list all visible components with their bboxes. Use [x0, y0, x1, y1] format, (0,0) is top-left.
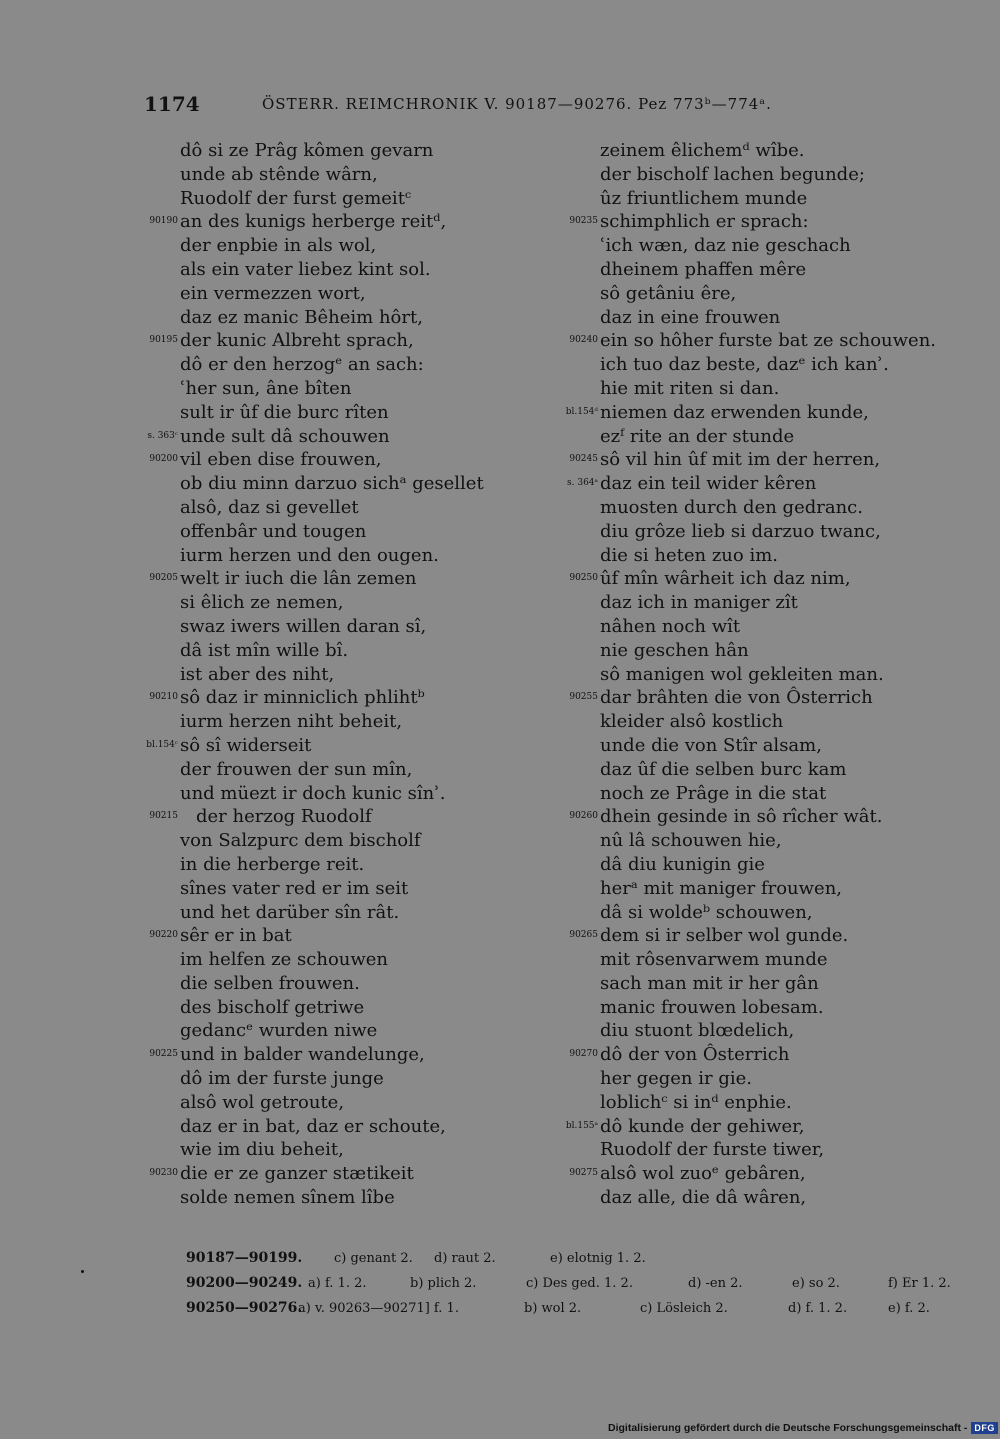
line-marker: 90195 [149, 335, 178, 346]
note-item: e) f. 2. [888, 1301, 930, 1316]
verse-text: offenbâr und tougen [180, 520, 367, 542]
verse-text: ein vermezzen wort, [180, 282, 366, 304]
verse-line [560, 544, 960, 568]
verse-line [560, 758, 960, 782]
verse-line [560, 1019, 960, 1043]
verse-text: nâhen noch wît [600, 615, 741, 637]
verse-text: schimphlich er sprach: [600, 211, 809, 233]
verse-text: an des kunigs herberge reitᵈ, [180, 211, 447, 233]
line-marker: bl.154ᶜ [146, 739, 178, 750]
verse-line [140, 615, 520, 639]
verse-text: als ein vater liebez kint sol. [180, 258, 431, 280]
note-item: a) v. 90263—90271] f. 1. [298, 1301, 459, 1316]
line-marker: 90235 [569, 216, 598, 227]
verse-line [560, 329, 960, 353]
verse-line [560, 472, 960, 496]
verse-text: diu grôze lieb si darzuo twanc, [600, 520, 881, 542]
page-header [144, 92, 844, 122]
verse-text: dheinem phaffen mêre [600, 258, 807, 280]
line-marker: 90255 [569, 692, 598, 703]
verse-text: sô vil hin ûf mit im der herren, [600, 449, 881, 471]
verse-line [140, 187, 520, 211]
verse-text: der kunic Albreht sprach, [180, 330, 414, 352]
verse-text: gedancᵉ wurden niwe [180, 1020, 378, 1042]
verse-line [560, 663, 960, 687]
line-marker: bl.155ᵃ [565, 1120, 598, 1131]
verse-line [560, 1067, 960, 1091]
verse-text: und müezt ir doch kunic sînʾ. [180, 782, 446, 804]
verse-text: die si heten zuo im. [600, 544, 778, 566]
line-marker: 90210 [149, 692, 178, 703]
verse-line [140, 639, 520, 663]
verse-text: hie mit riten si dan. [600, 377, 780, 399]
verse-text: dô im der furste junge [180, 1068, 384, 1090]
verse-line [560, 187, 960, 211]
running-title: ÖSTERR. REIMCHRONIK V. 90187—90276. Pez 773ᵇ—774ᵃ. [262, 95, 772, 113]
verse-line [560, 567, 960, 591]
verse-line [140, 1186, 520, 1210]
verse-text: zeinem êlichemᵈ wîbe. [600, 140, 805, 161]
verse-line [560, 591, 960, 615]
verse-line [140, 734, 520, 758]
right-verse-column [560, 139, 960, 1210]
note-item: d) f. 1. 2. [788, 1301, 848, 1316]
verse-text: dar brâhten die von Ôsterrich [600, 687, 873, 709]
verse-text: manic frouwen lobesam. [600, 996, 824, 1018]
verse-line [560, 306, 960, 330]
verse-line [140, 306, 520, 330]
verse-text: sô getâniu êre, [600, 282, 737, 304]
verse-line [560, 853, 960, 877]
verse-text: si êlich ze nemen, [180, 592, 344, 614]
verse-line [560, 996, 960, 1020]
line-marker: 90245 [569, 454, 598, 465]
verse-line [560, 234, 960, 258]
verse-text: kleider alsô kostlich [600, 711, 784, 733]
verse-line [560, 377, 960, 401]
verse-text: ein so hôher furste bat ze schouwen. [600, 330, 937, 352]
verse-line [140, 1138, 520, 1162]
verse-text: solde nemen sînem lîbe [180, 1187, 395, 1209]
verse-line [140, 163, 520, 187]
verse-line [560, 639, 960, 663]
line-marker: 90265 [569, 930, 598, 941]
verse-line [560, 163, 960, 187]
verse-text: sô manigen wol gekleiten man. [600, 663, 884, 685]
verse-line [140, 853, 520, 877]
verse-text: dâ si woldeᵇ schouwen, [600, 901, 813, 923]
verse-line [560, 520, 960, 544]
verse-text: loblichᶜ si inᵈ enphie. [600, 1091, 792, 1113]
verse-line [560, 829, 960, 853]
verse-line [140, 377, 520, 401]
verse-text: iurm herzen und den ougen. [180, 544, 439, 566]
verse-text: daz alle, die dâ wâren, [600, 1187, 807, 1209]
verse-text: noch ze Prâge in die stat [600, 782, 827, 804]
verse-text: dâ diu kunigin gie [600, 853, 765, 875]
verse-line [140, 544, 520, 568]
line-marker: 90275 [569, 1168, 598, 1179]
verse-text: alsô wol getroute, [180, 1091, 345, 1113]
verse-text: ich tuo daz beste, dazᵉ ich kanʾ. [600, 354, 889, 376]
line-marker: 90200 [149, 454, 178, 465]
verse-text: ob diu minn darzuo sichᵃ gesellet [180, 473, 484, 495]
verse-text: ûz friuntlichem munde [600, 187, 808, 209]
verse-line [140, 1091, 520, 1115]
line-marker: bl.154ᵈ [565, 406, 598, 417]
verse-line [560, 948, 960, 972]
verse-text: iurm herzen niht beheit, [180, 711, 403, 733]
note-item: b) wol 2. [524, 1301, 582, 1316]
margin-dot [81, 1270, 84, 1273]
line-marker: s. 364ᵃ [567, 478, 598, 489]
verse-line [560, 877, 960, 901]
note-item: e) elotnig 1. 2. [550, 1251, 646, 1266]
note-item: e) so 2. [792, 1276, 840, 1291]
verse-line [560, 1043, 960, 1067]
note-row [186, 1271, 966, 1296]
verse-line [560, 1138, 960, 1162]
verse-line [560, 139, 960, 163]
verse-text: Ruodolf der furste tiwer, [600, 1139, 825, 1161]
note-range: 90250—90276. [186, 1300, 303, 1316]
verse-line [140, 877, 520, 901]
verse-text: sêr er in bat [180, 925, 292, 947]
verse-line [140, 520, 520, 544]
verse-line [140, 496, 520, 520]
verse-text: alsô wol zuoᵉ gebâren, [600, 1163, 806, 1185]
note-item: d) raut 2. [434, 1251, 496, 1266]
line-marker: 90215 [149, 811, 178, 822]
note-item: c) genant 2. [334, 1251, 413, 1266]
verse-text: ʿher sun, âne bîten [180, 377, 352, 399]
verse-line [560, 210, 960, 234]
verse-line [140, 567, 520, 591]
verse-text: ʿich wæn, daz nie geschach [600, 235, 851, 257]
verse-line [560, 425, 960, 449]
verse-line [140, 1019, 520, 1043]
verse-line [560, 258, 960, 282]
verse-line [140, 139, 520, 163]
verse-text: dhein gesinde in sô rîcher wât. [600, 806, 883, 828]
verse-line [140, 829, 520, 853]
verse-line [560, 353, 960, 377]
verse-line [140, 901, 520, 925]
verse-text: swaz iwers willen daran sî, [180, 615, 427, 637]
verse-text: her gegen ir gie. [600, 1068, 752, 1090]
verse-line [140, 948, 520, 972]
verse-line [560, 924, 960, 948]
verse-text: von Salzpurc dem bischolf [180, 830, 421, 852]
verse-text: niemen daz erwenden kunde, [600, 401, 869, 423]
verse-text: und het darüber sîn rât. [180, 901, 400, 923]
verse-text: dô er den herzogᵉ an sach: [180, 354, 424, 376]
note-range: 90200—90249. [186, 1275, 303, 1291]
verse-line [140, 425, 520, 449]
line-marker: 90230 [149, 1168, 178, 1179]
verse-text: daz er in bat, daz er schoute, [180, 1115, 446, 1137]
line-marker: 90260 [569, 811, 598, 822]
line-marker: 90205 [149, 573, 178, 584]
note-item: f) Er 1. 2. [888, 1276, 951, 1291]
verse-line [560, 401, 960, 425]
verse-text: sînes vater red er im seit [180, 877, 409, 899]
verse-line [140, 472, 520, 496]
line-marker: 90270 [569, 1049, 598, 1060]
note-item: a) f. 1. 2. [308, 1276, 367, 1291]
verse-line [560, 282, 960, 306]
verse-text: mit rôsenvarwem munde [600, 949, 828, 971]
verse-text: alsô, daz si gevellet [180, 496, 359, 518]
verse-line [560, 782, 960, 806]
left-verse-column [140, 139, 520, 1210]
verse-line [140, 782, 520, 806]
verse-line [140, 353, 520, 377]
verse-line [140, 805, 520, 829]
verse-text: unde ab stênde wârn, [180, 163, 378, 185]
verse-line [140, 686, 520, 710]
verse-text: wie im diu beheit, [180, 1139, 344, 1161]
verse-line [560, 448, 960, 472]
verse-line [140, 996, 520, 1020]
verse-line [560, 496, 960, 520]
verse-line [140, 1067, 520, 1091]
verse-text: sô sî widerseit [180, 734, 312, 756]
line-marker: 90190 [149, 216, 178, 227]
note-range: 90187—90199. [186, 1250, 303, 1266]
verse-text: die selben frouwen. [180, 972, 360, 994]
verse-line [140, 1043, 520, 1067]
line-marker: 90225 [149, 1049, 178, 1060]
dfg-logo: DFG [971, 1422, 998, 1434]
verse-line [140, 710, 520, 734]
verse-text: ezᶠ rite an der stunde [600, 425, 795, 447]
line-marker: s. 363ᶜ [147, 430, 178, 441]
line-marker: 90220 [149, 930, 178, 941]
verse-text: in die herberge reit. [180, 853, 365, 875]
verse-text: der herzog Ruodolf [196, 806, 372, 828]
note-item: d) -en 2. [688, 1276, 743, 1291]
verse-line [140, 210, 520, 234]
verse-line [140, 448, 520, 472]
verse-line [140, 924, 520, 948]
verse-line [140, 758, 520, 782]
footer-text: Digitalisierung gefördert durch die Deutsche Forschungsgemeinschaft - [608, 1422, 968, 1434]
footer-credit [608, 1419, 998, 1437]
verse-text: daz ein teil wider kêren [600, 473, 817, 495]
verse-text: sult ir ûf die burc rîten [180, 401, 389, 423]
verse-line [560, 901, 960, 925]
line-marker: 90240 [569, 335, 598, 346]
note-item: c) Des ged. 1. 2. [526, 1276, 633, 1291]
verse-line [140, 972, 520, 996]
verse-line [140, 329, 520, 353]
verse-line [140, 401, 520, 425]
verse-line [140, 1162, 520, 1186]
verse-text: nie geschen hân [600, 639, 749, 661]
verse-line [560, 1115, 960, 1139]
verse-text: dâ ist mîn wille bî. [180, 639, 349, 661]
verse-line [140, 234, 520, 258]
verse-line [560, 686, 960, 710]
critical-apparatus [186, 1246, 966, 1321]
verse-line [560, 1162, 960, 1186]
verse-text: daz ich in maniger zît [600, 592, 798, 614]
verse-line [140, 282, 520, 306]
verse-line [140, 258, 520, 282]
verse-text: daz ûf die selben burc kam [600, 758, 847, 780]
verse-text: und in balder wandelunge, [180, 1044, 425, 1066]
verse-line [140, 1115, 520, 1139]
verse-line [560, 805, 960, 829]
verse-text: vil eben dise frouwen, [180, 449, 382, 471]
note-row [186, 1296, 966, 1321]
verse-line [560, 972, 960, 996]
verse-text: ist aber des niht, [180, 663, 335, 685]
verse-line [560, 615, 960, 639]
verse-text: diu stuont blœdelich, [600, 1020, 795, 1042]
verse-line [140, 591, 520, 615]
note-row [186, 1246, 966, 1271]
verse-line [560, 1091, 960, 1115]
verse-text: daz in eine frouwen [600, 306, 781, 328]
verse-text: unde sult dâ schouwen [180, 425, 390, 447]
verse-text: sach man mit ir her gân [600, 972, 819, 994]
verse-text: unde die von Stîr alsam, [600, 734, 822, 756]
verse-text: daz ez manic Bêheim hôrt, [180, 306, 423, 328]
verse-text: muosten durch den gedranc. [600, 496, 863, 518]
verse-text: nû lâ schouwen hie, [600, 830, 782, 852]
verse-text: der frouwen der sun mîn, [180, 758, 413, 780]
verse-text: sô daz ir minniclich phlihtᵇ [180, 687, 425, 709]
verse-text: dô kunde der gehiwer, [600, 1115, 805, 1137]
verse-text: welt ir iuch die lân zemen [180, 568, 417, 590]
verse-line [560, 1186, 960, 1210]
verse-line [140, 663, 520, 687]
verse-text: Ruodolf der furst gemeitᶜ [180, 187, 412, 209]
verse-text: herᵃ mit maniger frouwen, [600, 877, 843, 899]
verse-text: dem si ir selber wol gunde. [600, 925, 849, 947]
note-item: c) Lösleich 2. [640, 1301, 728, 1316]
verse-text: ûf mîn wârheit ich daz nim, [600, 568, 851, 590]
note-item: b) plich 2. [410, 1276, 477, 1291]
verse-text: die er ze ganzer stætikeit [180, 1163, 414, 1185]
page-number: 1174 [144, 92, 200, 116]
verse-text: der bischolf lachen begunde; [600, 163, 865, 185]
verse-line [560, 710, 960, 734]
verse-line [560, 734, 960, 758]
verse-text: dô der von Ôsterrich [600, 1044, 790, 1066]
verse-text: dô si ze Prâg kômen gevarn [180, 140, 434, 161]
verse-text: der enpbie in als wol, [180, 235, 377, 257]
verse-text: im helfen ze schouwen [180, 949, 389, 971]
line-marker: 90250 [569, 573, 598, 584]
verse-text: des bischolf getriwe [180, 996, 365, 1018]
